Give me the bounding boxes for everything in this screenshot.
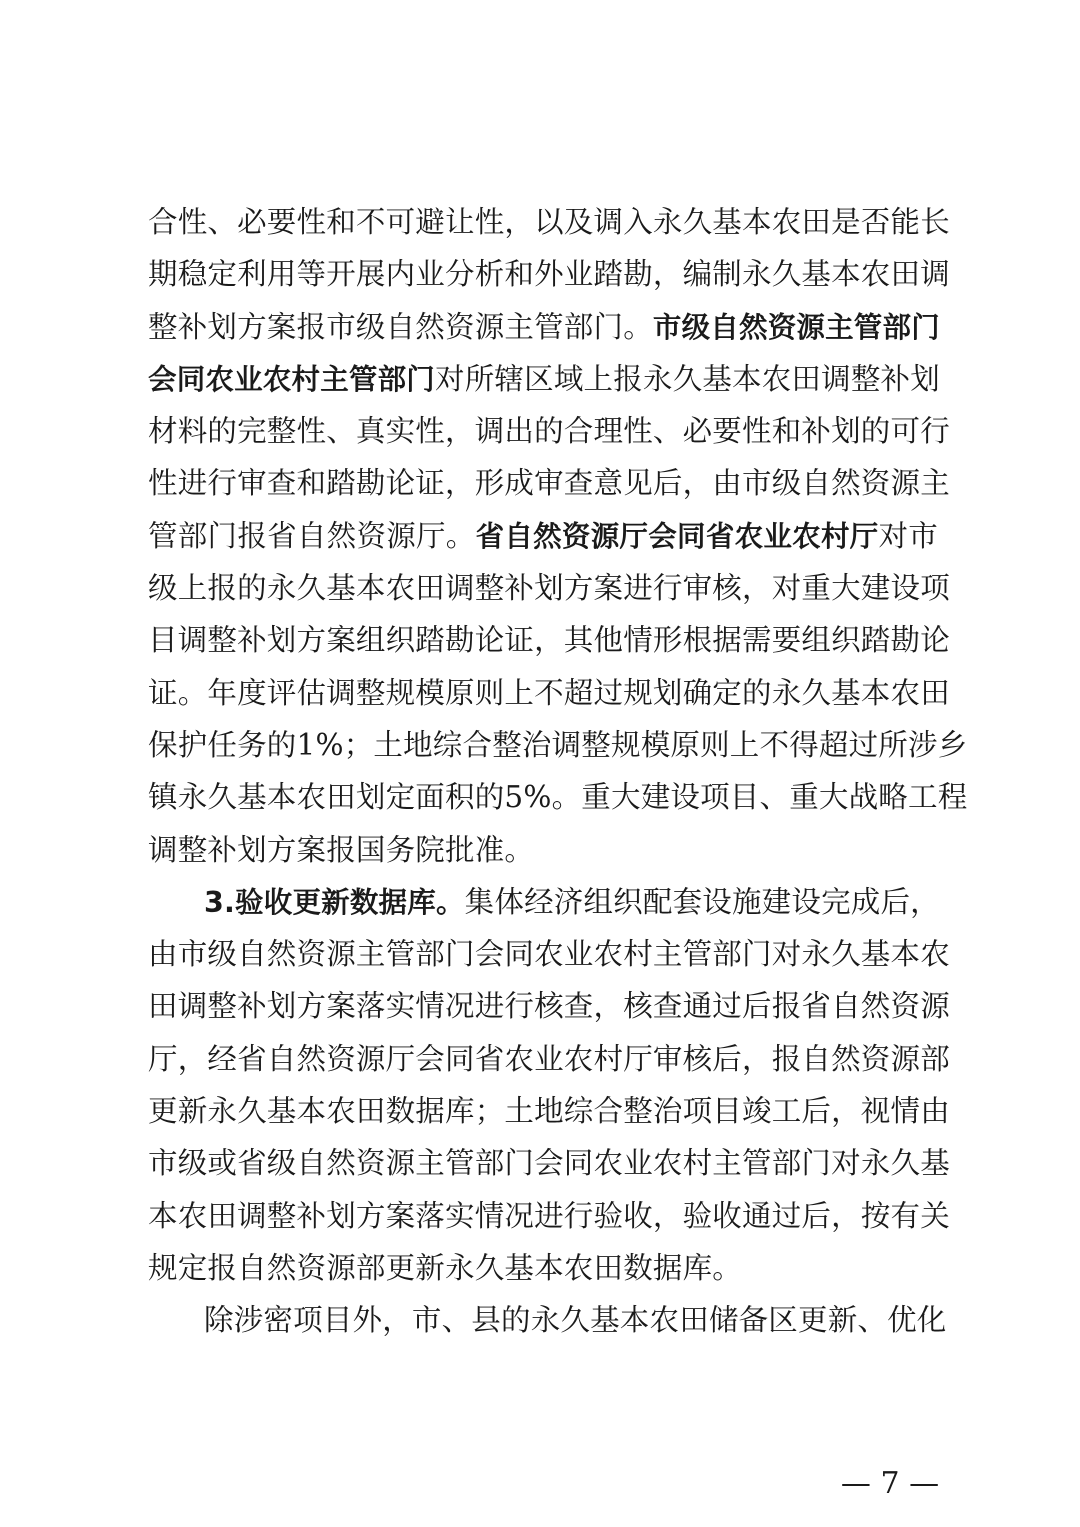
text-line — [148, 614, 950, 666]
text-segment: 保护任务的1%；土地综合整治调整规模原则上不得超过所涉乡 — [148, 727, 968, 762]
text-line — [148, 1033, 950, 1085]
text-segment: 除涉密项目外，市、县的永久基本农田储备区更新、优化 — [204, 1303, 947, 1338]
text-segment: 更新永久基本农田数据库；土地综合整治项目竣工后，视情由 — [148, 1094, 950, 1129]
text-segment: 级上报的永久基本农田调整补划方案进行审核，对重大建设项 — [148, 571, 950, 606]
text-line — [148, 562, 950, 614]
body-text — [148, 196, 968, 1347]
text-segment: 本农田调整补划方案落实情况进行验收，验收通过后，按有关 — [148, 1198, 950, 1233]
text-segment: 市级或省级自然资源主管部门会同农业农村主管部门对永久基 — [148, 1146, 950, 1181]
text-line — [148, 1190, 950, 1242]
text-line — [148, 301, 938, 353]
text-segment: 厅，经省自然资源厅会同省农业农村厅审核后，报自然资源部 — [148, 1041, 950, 1076]
text-line — [148, 667, 950, 719]
text-segment: 合性、必要性和不可避让性，以及调入永久基本农田是否能长 — [148, 205, 950, 239]
bold-text-segment: 市级自然资源主管部门 — [652, 310, 940, 344]
page-number: — 7 — — [840, 1466, 940, 1501]
text-line — [148, 928, 950, 980]
text-segment: 证。年度评估调整规模原则上不超过规划确定的永久基本农田 — [148, 675, 950, 710]
text-segment: 对所辖区域上报永久基本农田调整补划 — [435, 361, 940, 396]
text-line — [148, 457, 950, 509]
text-segment: 管部门报省自然资源厅。 — [148, 518, 476, 553]
text-segment: 集体经济组织配套设施建设完成后， — [464, 884, 940, 919]
text-segment: 对市 — [878, 518, 938, 553]
text-line — [148, 771, 968, 823]
text-segment: 材料的完整性、真实性，调出的合理性、必要性和补划的可行 — [148, 414, 950, 449]
text-line — [148, 1137, 950, 1189]
bold-text-segment: 3.验收更新数据库。 — [204, 885, 465, 919]
text-line — [148, 1294, 947, 1346]
text-segment: 由市级自然资源主管部门会同农业农村主管部门对永久基本农 — [148, 937, 950, 972]
text-line — [148, 980, 950, 1032]
bold-text-segment: 会同农业农村主管部门 — [148, 362, 436, 396]
text-segment: 镇永久基本农田划定面积的5%。重大建设项目、重大战略工程 — [148, 780, 968, 815]
text-line — [148, 1085, 950, 1137]
text-segment: 性进行审查和踏勘论证，形成审查意见后，由市级自然资源主 — [148, 466, 950, 501]
text-segment: 期稳定利用等开展内业分析和外业踏勘，编制永久基本农田调 — [148, 257, 950, 292]
text-line — [148, 510, 938, 562]
text-line — [148, 353, 938, 405]
text-segment: 目调整补划方案组织踏勘论证，其他情形根据需要组织踏勘论 — [148, 623, 950, 658]
text-line — [148, 196, 950, 248]
text-segment: 规定报自然资源部更新永久基本农田数据库。 — [148, 1250, 743, 1285]
text-line — [148, 876, 938, 928]
text-line — [148, 824, 938, 876]
text-line — [148, 1242, 938, 1294]
text-segment: 田调整补划方案落实情况进行核查，核查通过后报省自然资源 — [148, 989, 950, 1024]
text-line — [148, 405, 950, 457]
text-segment: 整补划方案报市级自然资源主管部门。 — [148, 309, 653, 344]
text-line — [148, 719, 968, 771]
text-line — [148, 248, 950, 300]
text-segment: 调整补划方案报国务院批准。 — [148, 832, 535, 867]
bold-text-segment: 省自然资源厅会同省农业农村厅 — [475, 519, 879, 553]
